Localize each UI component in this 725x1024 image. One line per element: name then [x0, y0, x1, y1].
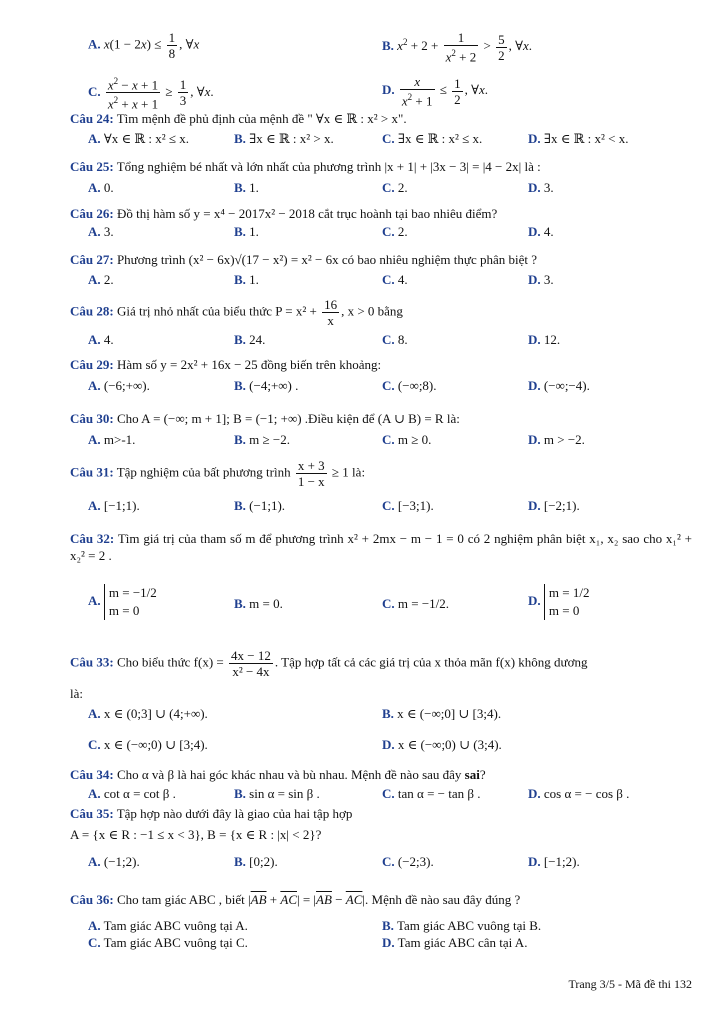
option-a[interactable]: A. (−6;+∞). [88, 378, 150, 393]
question-34: Câu 34: Cho α và β là hai góc khác nhau và bù nhau. Mệnh đề nào sau đây sai? [70, 767, 486, 782]
option-d[interactable]: D. (−∞;−4). [528, 378, 590, 393]
option-a[interactable]: A. ∀x ∈ ℝ : x² ≤ x. [88, 131, 190, 146]
option-c[interactable]: C. m = −1/2. [382, 596, 450, 611]
option-a[interactable]: A. 0. [88, 180, 114, 195]
option-c[interactable]: C. tan α = − tan β . [382, 786, 481, 801]
question-35: Câu 35: Tập hợp nào dưới đây là giao của hai tập hợp A = {x ∈ R : −1 ≤ x < 3}, B = {x ∈ R : |x| < 2}? [70, 806, 353, 842]
option-b[interactable]: B. m = 0. [234, 596, 283, 611]
q29-options [88, 378, 692, 396]
option-d[interactable]: D. x ∈ (−∞;0) ∪ (3;4). [382, 737, 502, 752]
question-29: Câu 29: Hàm số y = 2x² + 16x − 25 đồng biến trên khoảng: [70, 357, 382, 372]
question-36: Câu 36: Cho tam giác ABC , biết $|\overline{AB} + \overline{AC}| = |\overline{AB} - \overline{AC}|$. Mệnh đề nào sau đây đúng ? [70, 892, 521, 907]
option-d[interactable]: D. [−2;1). [528, 498, 580, 513]
q28-options [88, 332, 692, 350]
option-a[interactable]: A. Tam giác ABC vuông tại A. [88, 918, 248, 933]
question-text: Tìm mệnh đề phủ định của mệnh đề " ∀x ∈ ℝ : x² > x". [116, 111, 407, 126]
option-b[interactable]: B. 1. [234, 272, 259, 287]
option-c[interactable]: C. x ∈ (−∞;0) ∪ [3;4). [88, 737, 208, 752]
fraction: $\frac{16}{x}$ [324, 297, 338, 328]
q23-options-row1 [88, 30, 692, 65]
option-d[interactable]: D. 4. [528, 224, 554, 239]
q26-options [88, 224, 692, 242]
option-a[interactable]: A. x ∈ (0;3] ∪ (4;+∞). [88, 706, 208, 721]
option-d[interactable]: D. cos α = − cos β . [528, 786, 630, 801]
option-a[interactable]: A. 4. [88, 332, 114, 347]
option-d[interactable]: D. [−1;2). [528, 854, 580, 869]
option-b[interactable]: B. 1. [234, 224, 259, 239]
option-a[interactable]: A. m>-1. [88, 432, 136, 447]
option-b[interactable]: B. 1. [234, 180, 259, 195]
option-b[interactable]: B. (−4;+∞) . [234, 378, 299, 393]
option-b[interactable]: B. m ≥ −2. [234, 432, 290, 447]
page-footer: Trang 3/5 - Mã đề thi 132 [568, 977, 692, 991]
q27-options [88, 272, 692, 290]
option-d[interactable]: D. 3. [528, 180, 554, 195]
question-number: Câu 24: [70, 111, 114, 126]
option-c[interactable]: C. 2. [382, 224, 408, 239]
question-28: Câu 28: Giá trị nhỏ nhất của biểu thức P = x² + $\frac{16}{x}$ , x > 0 bằng [70, 297, 403, 328]
option-a[interactable]: A. cot α = cot β . [88, 786, 176, 801]
option-b[interactable]: B. 24. [234, 332, 266, 347]
q24-options [88, 131, 692, 149]
option-d[interactable]: D. m = 1/2 m = 0 [528, 585, 590, 618]
q33-options-row1 [88, 706, 692, 724]
q31-options [88, 498, 692, 516]
q23-option-c[interactable]: C. $\frac{x^2 - x + 1}{x^2 + x + 1}$ ≥ $\frac{1}{3}$ , ∀x. [88, 76, 214, 112]
option-d[interactable]: D. 12. [528, 332, 561, 347]
option-a[interactable]: A. 2. [88, 272, 114, 287]
question-33: Câu 33: Cho biểu thức f(x) = $\frac{4x - 12}{\text{x² − 4x}}$ . Tập hợp tất cả các giá trị của x thỏa mãn f(x) không dương là: [70, 648, 588, 701]
question-31: Câu 31: Tập nghiệm của bất phương trình $\frac{x + 3}{1 - x}$ ≥ 1 là: [70, 458, 366, 489]
option-b[interactable]: B. Tam giác ABC vuông tại B. [382, 918, 542, 933]
option-b[interactable]: B. [0;2). [234, 854, 278, 869]
q23-options-row2 [88, 74, 692, 112]
option-c[interactable]: C. Tam giác ABC vuông tại C. [88, 935, 248, 950]
q23-option-b[interactable]: B. $x^2 + 2$ + $\frac{1}{x^2 + 2}$ > $\frac{5}{2}$ , ∀x. [382, 30, 532, 65]
option-c[interactable]: C. ∃x ∈ ℝ : x² ≤ x. [382, 131, 483, 146]
option-c[interactable]: C. [−3;1). [382, 498, 434, 513]
option-a[interactable]: A. m = −1/2 m = 0 [88, 585, 157, 618]
option-c[interactable]: C. 4. [382, 272, 408, 287]
question-25: Câu 25: Tổng nghiệm bé nhất và lớn nhất của phương trình |x + 1| + |3x − 3| = |4 − 2x| là : [70, 159, 541, 174]
fraction: $\frac{x + 3}{1 - x}$ [297, 458, 325, 489]
q35-options [88, 854, 692, 872]
option-b[interactable]: B. x ∈ (−∞;0] ∪ [3;4). [382, 706, 502, 721]
question-26: Câu 26: Đồ thị hàm số y = x⁴ − 2017x² − 2018 cắt trục hoành tại bao nhiêu điểm? [70, 206, 498, 221]
question-30: Câu 30: Cho A = (−∞; m + 1]; B = (−1; +∞) .Điều kiện để (A ∪ B) = R là: [70, 411, 460, 426]
q23-option-a[interactable]: A. x(1 − 2x) ≤ $\frac{1}{8}$ , ∀x [88, 30, 200, 61]
q32-options [88, 584, 692, 628]
q36-options-row2 [88, 935, 692, 953]
q36-options-row1 [88, 918, 692, 936]
bracket-system: m = 1/2 m = 0 [544, 584, 590, 620]
question-24 [70, 110, 692, 127]
q33-options-row2 [88, 737, 692, 755]
fraction: $\frac{4x - 12}{\text{x² − 4x}}$ [231, 648, 271, 679]
option-d[interactable]: D. 3. [528, 272, 554, 287]
option-a[interactable]: A. (−1;2). [88, 854, 140, 869]
bracket-system: m = −1/2 m = 0 [104, 584, 157, 620]
option-c[interactable]: C. (−2;3). [382, 854, 434, 869]
option-b[interactable]: B. (−1;1). [234, 498, 286, 513]
option-d[interactable]: D. Tam giác ABC cân tại A. [382, 935, 528, 950]
q25-options [88, 180, 692, 198]
option-c[interactable]: C. 8. [382, 332, 408, 347]
question-32: Câu 32: Tìm giá trị của tham số m để phương trình x² + 2mx − m − 1 = 0 có 2 nghiệm phân biệt x₁, x₂ sao cho x₁² + x₂² = 2 . [70, 531, 693, 563]
option-c[interactable]: C. (−∞;8). [382, 378, 437, 393]
option-c[interactable]: C. m ≥ 0. [382, 432, 432, 447]
option-a[interactable]: A. [−1;1). [88, 498, 140, 513]
option-d[interactable]: D. m > −2. [528, 432, 585, 447]
option-b[interactable]: B. ∃x ∈ ℝ : x² > x. [234, 131, 334, 146]
q23-option-d[interactable]: D. $\frac{x}{x^2 + 1}$ ≤ $\frac{1}{2}$ , ∀x. [382, 74, 489, 109]
option-b[interactable]: B. sin α = sin β . [234, 786, 320, 801]
question-27: Câu 27: Phương trình (x² − 6x)√(17 − x²) = x² − 6x có bao nhiêu nghiệm thực phân biệt ? [70, 252, 538, 267]
q30-options [88, 432, 692, 450]
option-c[interactable]: C. 2. [382, 180, 408, 195]
option-a[interactable]: A. 3. [88, 224, 114, 239]
q34-options [88, 786, 692, 804]
option-d[interactable]: D. ∃x ∈ ℝ : x² < x. [528, 131, 629, 146]
